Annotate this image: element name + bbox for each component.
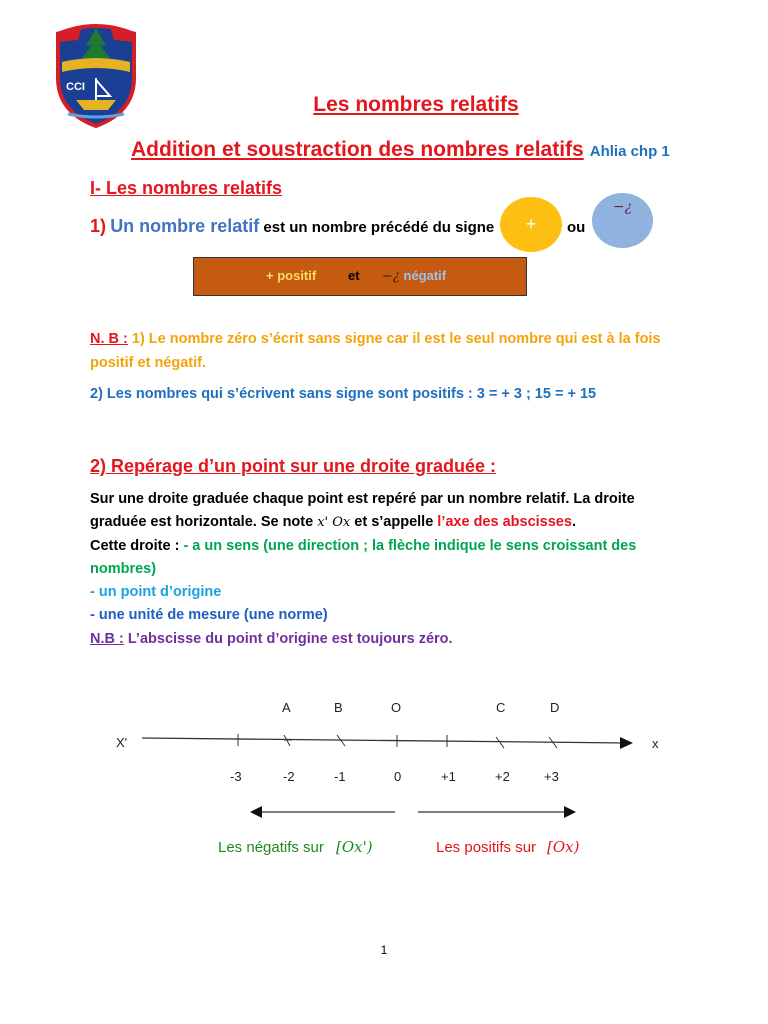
para-dot: .	[571, 514, 576, 531]
para-nb-text: L’abscisse du point d’origine est toujours zéro.	[127, 630, 453, 647]
negative-word: négatif	[403, 268, 447, 283]
point-label-b: B	[334, 700, 343, 715]
tick-label: -3	[230, 769, 242, 784]
right-arrow-icon	[564, 806, 576, 818]
point-label-c: C	[496, 700, 506, 715]
para-text-1b: et s’appelle	[354, 514, 434, 531]
axis-arrow-icon	[620, 737, 633, 749]
or-word: ou	[567, 219, 586, 236]
axis-left-label: X'	[116, 735, 128, 750]
left-arrow-icon	[250, 806, 262, 818]
section-heading-1: I- Les nombres relatifs	[90, 178, 283, 198]
para-origin: - un point d’origine	[90, 584, 222, 601]
point-label-a: A	[282, 700, 291, 715]
positive-math: [Ox)	[547, 838, 580, 856]
plus-sign-circle: +	[500, 197, 562, 252]
positive-caption: Les positifs sur	[436, 839, 537, 856]
note-label: N. B :	[90, 331, 128, 347]
axis-right-label: x	[652, 736, 659, 751]
negative-sign: −¿	[382, 269, 400, 284]
minus-sign-circle: −¿	[592, 193, 653, 248]
note-text: 1) Le nombre zéro s’écrit sans signe car il est le seul nombre qui est à la fois positif et négatif.	[90, 331, 661, 371]
positive-label: + positif	[266, 268, 317, 283]
point-label-d: D	[550, 700, 560, 715]
negative-math: [Ox')	[336, 838, 373, 856]
tick-label: +3	[544, 769, 559, 784]
para-unit: - une unité de mesure (une norme)	[90, 607, 328, 624]
chapter-tag: Ahlia chp 1	[589, 143, 670, 160]
subtitle	[131, 138, 670, 162]
page-title-text: Les nombres relatifs	[313, 93, 519, 116]
tick-label: -2	[283, 769, 295, 784]
and-label: et	[348, 268, 360, 283]
number-line	[100, 690, 680, 870]
tick-mark	[496, 737, 504, 748]
para-nb-label: N.B :	[90, 630, 124, 647]
para-direction: - a un sens (une direction ; la flèche indique le sens croissant des nombres)	[90, 537, 637, 577]
page-title	[0, 93, 768, 117]
point-label-o: O	[391, 700, 402, 715]
section-heading-2: 2) Repérage d’un point sur une droite graduée :	[90, 456, 497, 476]
tick-label: -1	[334, 769, 346, 784]
tick-label: +2	[495, 769, 510, 784]
axis-line	[142, 738, 628, 743]
negative-label	[382, 268, 446, 284]
sign-box	[193, 257, 527, 296]
definition-line	[90, 216, 494, 237]
logo-text: CCI	[66, 81, 85, 93]
note-line-2: 2) Les nombres qui s’écrivent sans signe sont positifs : 3 = + 3 ; 15 = + 15	[90, 386, 597, 402]
subtitle-main: Addition et soustraction des nombres relatifs	[131, 138, 584, 161]
definition-text: est un nombre précédé du signe	[263, 219, 495, 236]
axis-notation: x' Ox	[317, 515, 351, 531]
definition-number: 1)	[90, 216, 107, 236]
page-number: 1	[380, 943, 388, 957]
tick-label: 0	[394, 769, 402, 784]
tick-label: +1	[441, 769, 456, 784]
axis-name: l’axe des abscisses	[437, 514, 572, 531]
para-text-1: Sur une droite graduée chaque point est repéré par un nombre relatif. La droite graduée est horizontale. Se note	[90, 491, 635, 531]
negative-caption: Les négatifs sur	[218, 839, 324, 856]
axis-paragraph	[90, 488, 690, 651]
definition-term: Un nombre relatif	[110, 216, 260, 236]
para-lead: Cette droite :	[90, 537, 180, 554]
note-block	[90, 327, 690, 375]
